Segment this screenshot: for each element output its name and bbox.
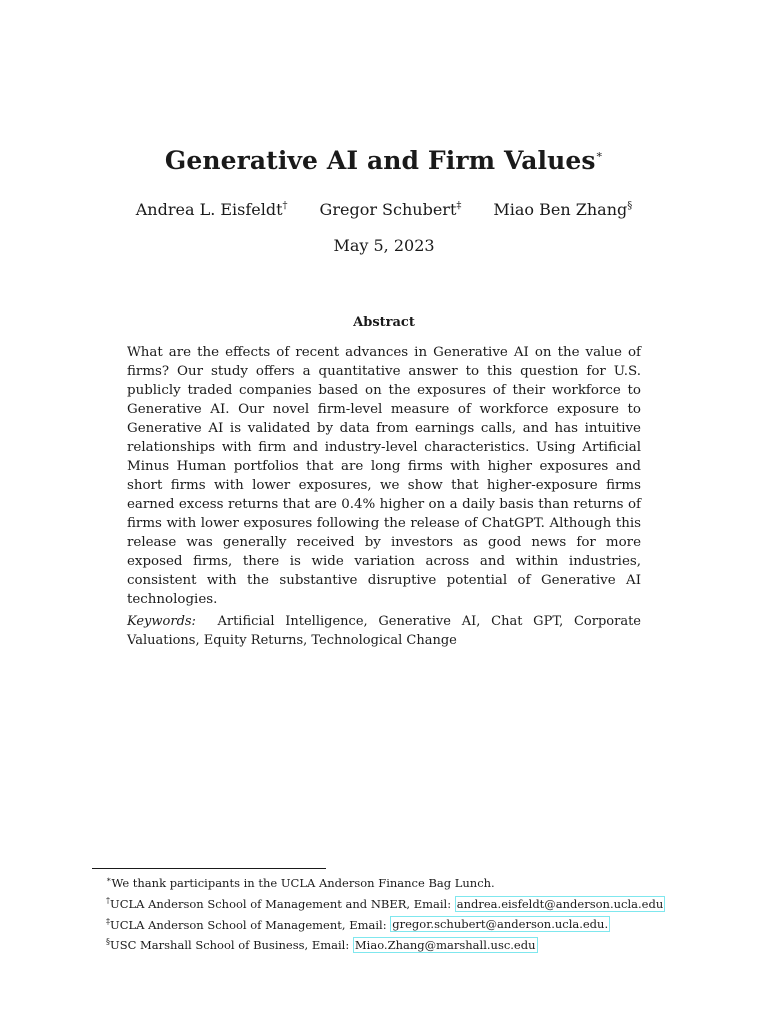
publication-date: May 5, 2023 (333, 236, 435, 255)
author-name: Miao Ben Zhang (493, 200, 628, 219)
footnote-item (106, 892, 665, 913)
footnote-mark: ‡ (106, 916, 110, 926)
footnote-item (106, 913, 665, 934)
author-list (0, 200, 768, 219)
footnote-mark: † (106, 895, 110, 905)
author-footnote-mark: § (627, 200, 633, 212)
author (136, 200, 288, 219)
author-name: Andrea L. Eisfeldt (135, 200, 283, 219)
footnote-divider (92, 868, 326, 869)
email-link[interactable]: andrea.eisfeldt@anderson.ucla.edu (456, 896, 664, 911)
abstract-heading: Abstract (353, 315, 415, 330)
paper-title-text: Generative AI and Firm Values (164, 146, 596, 175)
email-link[interactable]: gregor.schubert@anderson.ucla.edu. (392, 917, 609, 932)
footnote-mark: ∗ (106, 875, 112, 884)
author-footnote-mark: ‡ (456, 200, 462, 212)
author (320, 200, 462, 219)
footnote-text: UCLA Anderson School of Management and NBER, Email: (110, 896, 455, 911)
footnote-item (106, 933, 665, 954)
footnote-text: UCLA Anderson School of Management, Email: (110, 917, 391, 932)
author-name: Gregor Schubert (319, 200, 457, 219)
author-footnote-mark: † (282, 200, 288, 212)
keywords-label: Keywords: (127, 614, 196, 629)
title-footnote-mark: ∗ (595, 148, 604, 161)
paper-title (0, 146, 768, 175)
email-link[interactable]: Miao.Zhang@marshall.usc.edu (354, 938, 536, 953)
keywords (127, 612, 641, 650)
author (493, 200, 632, 219)
footnote-mark: § (106, 937, 110, 947)
footnotes (106, 871, 665, 954)
keywords-text: Artificial Intelligence, Generative AI, Chat GPT, Corporate Valuations, Equity Returns, Technological Change (127, 614, 641, 648)
footnote-item (106, 871, 665, 892)
abstract-body: What are the effects of recent advances in Generative AI on the value of firms? Our study offers a quantitative answer to this question for U.S. publicly traded companies based on the exposures of their workforce to Generative AI. Our novel firm-level measure of workforce exposure to Generative AI is validated by data from earnings calls, and has intuitive relationships with firm and industry-level characteristics. Using Artificial Minus Human portfolios that are long firms with higher exposures and short firms with lower exposures, we show that higher-exposure firms earned excess returns that are 0.4% higher on a daily basis than returns of firms with lower exposures following the release of ChatGPT. Although this release was generally received by investors as good news for more exposed firms, there is wide variation across and within industries, consistent with the substantive disruptive potential of Generative AI technologies. (127, 345, 641, 607)
footnote-text: USC Marshall School of Business, Email: (110, 938, 353, 953)
footnote-text: We thank participants in the UCLA Anderson Finance Bag Lunch. (111, 875, 495, 890)
